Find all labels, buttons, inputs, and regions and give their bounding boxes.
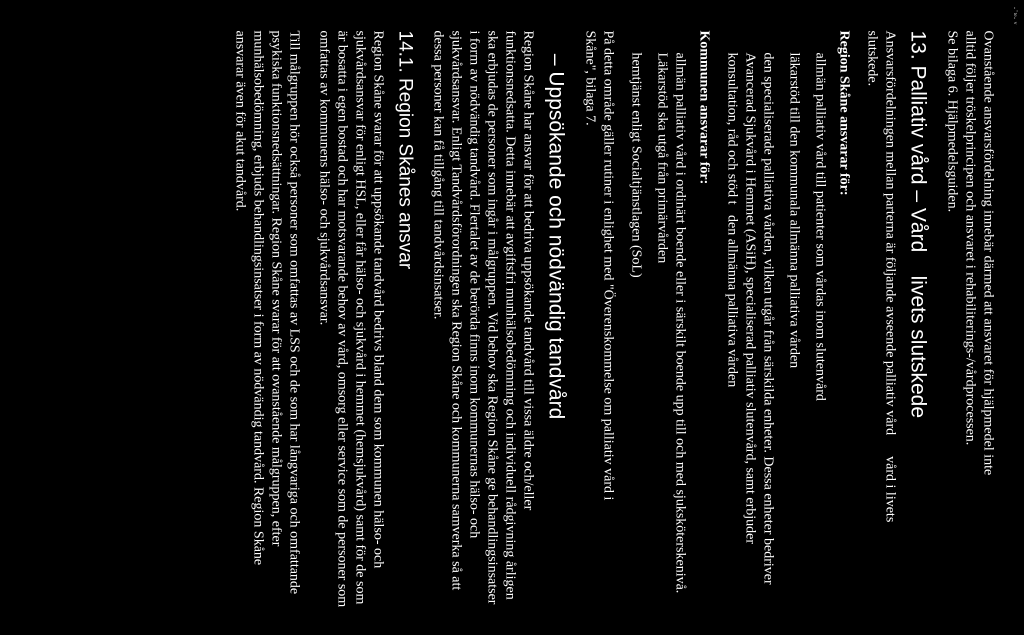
section-14-1-paragraph: Region Skåne svarar för att uppsökande tandvård bedrivs bland dem som kommunen hälso- och sjukvårdsansvar för enligt HSL, eller får hälso- och sjukvård i hemmet (hemsjukvård) samt för de som är bosatta i egen bostad och har motsvarande behov av vård, omsorg eller service som de personer som omfattas av kommunens hälso- och sjukvårdsansvar. [316, 30, 385, 607]
intro-line: Ovanstående ansvarsfördelning innebär därmed att ansvaret för hjälpmedel inte [980, 30, 995, 475]
intro-paragraph [942, 30, 996, 611]
scan-speck: ·ˈᵗᵉ· ᵛ [1009, 6, 1019, 24]
section-14-1-paragraph: Till målgruppen hör också personer som omfattas av LSS och de som har långvariga och omfattande psykiska funktionsnedsättningar. Region Skåne svarar för att ovanstående målgruppen, efter munhälsobedömning, erbjuds behandlingsinsatser i form av nödvändig tandvård. Region Skåne ansvarar även för akut tandvård. [232, 30, 301, 594]
section-13-heading: 13. Palliativ vård – Vård livets slutskede [906, 30, 929, 418]
section-13-intro-line: slutskede. [864, 30, 879, 86]
list-item: allmän palliativ vård till patienter som vårdas inom slutenvård [812, 52, 827, 401]
intro-line: Se bilaga 6. Hjälpmedelsguiden. [944, 30, 959, 212]
section-14-1-heading: 14.1. Region Skånes ansvar [394, 30, 415, 269]
section-13-intro [862, 30, 898, 611]
kommun-responsibility-list [626, 30, 688, 611]
region-responsibility-list [722, 30, 828, 611]
region-subheading: Region Skåne ansvarar för: [836, 30, 851, 196]
list-item: den specialiserade palliativa vården, vilken utgår från särskilda enheter. Dessa enheter bedriver Avancerad Sjukvård i Hemmet (ASiH), specialiserad palliativ slutenvård, samt erbjuder konsultation, råd och stöd t den allmänna palliativa vården [724, 52, 775, 587]
intro-line: alltid följer tröskelprincipen och ansvaret i rehabiliterings-/vårdprocessen. [962, 30, 977, 445]
list-item: allmän palliativ vård i ordinärt boende eller i särskilt boende upp till och med sjuksköterskenivå. Läkarstöd ska utgå från primärvården [654, 52, 687, 593]
section-14-paragraph: Region Skåne har ansvar för att bedriva uppsökande tandvård till vissa äldre och/eller funktionsnedsatta. Detta innebär att avgiftsfri munhälsobedömning och individuell rådgivning årligen ska erbjudas de personer som ingår i målgruppen. Vid behov ska Region Skåne ge behandlingsinsatser i form av nödvändig tandvård. Flertalet av de berörda finns inom kommunernas hälso- och sjukvårdsansvar. Enligt Tandvårdsförordningen ska Region Skåne och kommunerna samverka så att dessa personer kan få tillgång till tandvårdsinsatser. [430, 30, 535, 604]
list-item: läkarstöd till den kommunala allmänna palliativa vården [786, 52, 801, 368]
section-13-intro-line: Ansvarsfördelningen mellan parterna är följande avseende palliativ vård vård i livets [882, 30, 897, 522]
kommun-note-line: På detta område gäller rutiner i enlighet med "Överenskommelse om palliativ vård i [600, 30, 615, 500]
kommun-note [580, 30, 616, 611]
kommun-subheading: Kommunen ansvarar för: [696, 30, 711, 184]
section-14-heading: – Uppsökande och nödvändig tandvård [544, 30, 567, 419]
kommun-note-line: Skåne", bilaga 7. [582, 30, 597, 126]
list-item: hemtjänst enligt Socialtjänstlagen (SoL) [628, 52, 643, 278]
